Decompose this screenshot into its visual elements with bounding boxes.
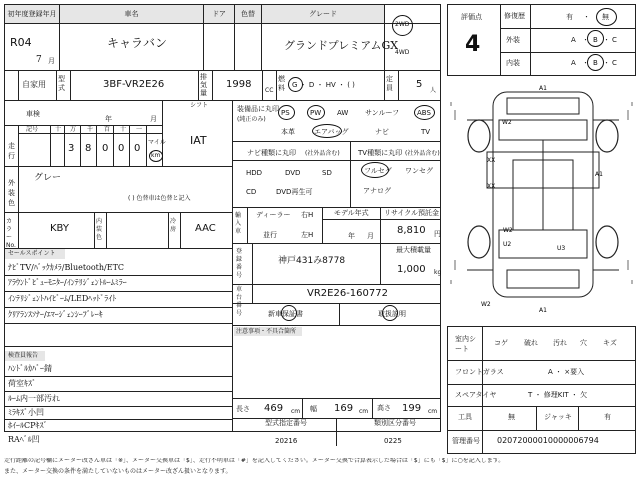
- drive-2wd: 2WD: [395, 21, 410, 28]
- displacement-label: 排気量: [200, 73, 207, 97]
- fuel-options: G ・ D ・ HV ・ ( ): [292, 81, 355, 89]
- mileage-digit-3: 8: [85, 143, 92, 154]
- first-reg-year: R04: [10, 36, 32, 49]
- ext-c: C: [612, 36, 617, 44]
- sales-point-4: ｸﾘｱﾗﾝｽｿﾅｰ/ｴﾏｰｼﾞｪﾝｼｰﾌﾞﾚｰｷ: [8, 310, 103, 319]
- mileage-digit-5: 0: [118, 143, 125, 154]
- tools-label: 工具: [458, 413, 472, 421]
- ext-b: B: [593, 36, 598, 44]
- score-label: 評価点: [461, 13, 482, 21]
- repair-yes: 有: [566, 13, 573, 21]
- class-label: 類別区分番号: [374, 419, 416, 427]
- tools-value: 無: [508, 413, 515, 421]
- jack-label: ジャッキ: [544, 413, 572, 421]
- report-4: ﾐﾗｷｽﾞ小凹: [8, 408, 44, 417]
- car-name: キャラバン: [107, 36, 168, 50]
- color-note: ( ) 色替車は色替と記入: [128, 195, 191, 202]
- ext-a: A: [571, 36, 576, 44]
- grade-value: グランドプレミアムGX: [284, 39, 399, 52]
- mark-a1-right: A1: [595, 171, 603, 178]
- height-value: 199: [402, 403, 422, 414]
- model-label: 型式: [58, 75, 65, 92]
- class-value: 0225: [384, 437, 402, 445]
- report-6: RAﾍﾞﾙ凹: [8, 435, 40, 444]
- windshield-label: フロントガラス: [455, 368, 504, 376]
- inspector-label: 検査員報告: [5, 351, 45, 361]
- sales-point-1: ﾅﾋﾞTV/ﾊﾞｯｸｶﾒﾗ/Bluetooth/ETC: [8, 263, 125, 272]
- exterior-grade-label: 外装: [506, 36, 520, 44]
- yen-unit: 円: [434, 230, 441, 238]
- recycle-label: リサイクル預託金: [384, 209, 440, 217]
- equip-tv: TV: [421, 128, 431, 136]
- ext-dot2: ・: [603, 36, 610, 44]
- int-c: C: [612, 59, 617, 67]
- sheet-tear: 破れ: [524, 339, 538, 347]
- report-1: ﾊﾝﾄﾞﾙｶﾊﾞｰ錆: [8, 364, 52, 373]
- mark-u3: U3: [557, 245, 566, 252]
- chassis-label: 車台番号: [236, 286, 243, 317]
- ac-label: 冷房: [170, 218, 177, 233]
- exterior-color: グレー: [34, 173, 62, 183]
- month-label: 月: [150, 115, 157, 123]
- footer-line-1: 走行距離の記号欄にメーター改ざん車は「※」、メーター交換車は「$」、走行不明車は「#」を記入してください。メーター交換で合算表示した場合は「$」にも「$」に○を記入します。: [4, 458, 505, 464]
- tv-title: TV種類に丸印: [358, 149, 403, 157]
- tv-oneseg: ワンセグ: [405, 167, 433, 175]
- mark-xx-2: XX: [487, 183, 496, 190]
- score-value: 4: [465, 32, 481, 57]
- import-left: 左H: [301, 231, 314, 239]
- int-b: B: [593, 59, 598, 67]
- height-unit: cm: [428, 408, 438, 415]
- management-number: 02072000010000006794: [497, 436, 599, 445]
- mileage-digit-6: 0: [134, 143, 141, 154]
- mark-w2-bottom: W2: [481, 301, 491, 308]
- spare-value: T ・ 修理KIT ・ 欠: [528, 391, 588, 399]
- capacity-value: 5: [416, 79, 423, 90]
- car-diagram: [447, 80, 636, 320]
- interior-grade-label: 内装: [506, 59, 520, 67]
- cc-unit: CC: [265, 87, 274, 94]
- color-change-label: 色替: [235, 5, 261, 23]
- length-value: 469: [264, 403, 284, 414]
- width-value: 169: [334, 403, 354, 414]
- digit-unit-1: 十: [55, 126, 62, 133]
- capacity-unit: 人: [430, 87, 437, 94]
- report-3: ﾙｰﾑ内一部汚れ: [8, 394, 60, 403]
- interior-sheet-label: 室内シート: [455, 335, 476, 353]
- digit-unit-3: 千: [87, 126, 94, 133]
- digit-unit-5: 十: [120, 126, 127, 133]
- first-reg-month: 7: [36, 55, 42, 65]
- sheet-scratch: キズ: [603, 339, 617, 347]
- windshield-value: A ・ ×要入: [548, 368, 585, 376]
- mileage-label: 走行: [8, 142, 15, 160]
- reg-type: 自家用: [22, 80, 46, 89]
- equip-aw: AW: [337, 109, 349, 117]
- equip-pw: PW: [310, 109, 322, 117]
- report-5: ﾎｲｰﾙCPｷｽﾞ: [8, 421, 48, 430]
- spare-label: スペアタイヤ: [455, 391, 497, 399]
- mark-u2: U2: [503, 241, 512, 248]
- ac-value: AAC: [195, 223, 216, 234]
- displacement-value: 1998: [226, 79, 252, 90]
- import-label: 輸入車: [235, 212, 242, 235]
- repair-label: 修復歴: [504, 12, 525, 20]
- mileage-digit-2: 3: [68, 143, 75, 154]
- mark-w2-front: W2: [502, 119, 512, 126]
- model-month-unit: 月: [367, 232, 374, 240]
- capacity-label: 定員: [386, 75, 393, 92]
- model-year-label: モデル年式: [334, 209, 369, 217]
- color-no-label: カラーNo.: [6, 218, 16, 249]
- tv-fullseg: フルセグ: [364, 167, 392, 175]
- model-des-label: 型式指定番号: [265, 419, 307, 427]
- left-form: [4, 4, 441, 432]
- sheet-dirt: 汚れ: [553, 339, 567, 347]
- shift-label: シフト: [190, 102, 209, 109]
- reg-number: 神戸431み8778: [278, 256, 346, 266]
- width-label: 幅: [310, 405, 317, 413]
- sales-point-3: ｲﾝﾃﾘｼﾞｪﾝﾄﾊｲﾋﾞｰﾑ/LEDﾍｯﾄﾞﾗｲﾄ: [8, 294, 117, 303]
- footer-line-2: また、メーター交換の条件を満たしていないものはメーター改ざん扱いとなります。: [4, 468, 232, 475]
- equip-abs: ABS: [417, 109, 431, 117]
- repair-no: 無: [602, 13, 609, 21]
- fuel-label: 燃料: [278, 75, 285, 92]
- report-2: 荷室ｷｽﾞ: [8, 379, 36, 388]
- mark-w2-rear: W2: [503, 227, 513, 234]
- inspection-label: 車検: [26, 110, 40, 118]
- new-warranty: 新車保証書: [268, 310, 303, 318]
- navi-title: ナビ種類に丸印: [247, 149, 296, 157]
- int-dot1: ・: [582, 59, 589, 67]
- equipment-subtitle: (純正のみ): [237, 116, 266, 123]
- first-reg-label: 初年度登録年月: [5, 5, 59, 23]
- year-label: 年: [105, 115, 112, 123]
- notes-label: 注意事項・不具合箇所: [234, 327, 302, 336]
- drive-4wd: 4WD: [395, 49, 410, 56]
- chassis-number: VR2E26-160772: [307, 288, 388, 299]
- equipment-title: 装備品に丸印: [237, 105, 279, 113]
- digit-unit-2: 万: [70, 126, 77, 133]
- import-right: 右H: [301, 211, 314, 219]
- door-label: ドア: [204, 5, 234, 23]
- import-parallel: 並行: [263, 231, 277, 239]
- mark-xx-1: XX: [487, 157, 496, 164]
- equip-ps: PS: [281, 109, 290, 117]
- management-label: 管理番号: [452, 437, 480, 445]
- manual: 取扱説明: [378, 310, 406, 318]
- mark-a1-bottom: A1: [539, 307, 547, 314]
- height-label: 高さ: [377, 404, 391, 412]
- navi-cd: CD: [246, 188, 257, 196]
- sales-point-2: ｱﾗｳﾝﾄﾞﾋﾞｭｰﾓﾆﾀｰ/ｲﾝﾃﾘｼﾞｪﾝﾄﾙｰﾑﾐﾗｰ: [8, 278, 127, 287]
- equip-navi: ナビ: [375, 128, 389, 136]
- import-dealer: ディーラー: [256, 211, 291, 219]
- shift-value: IAT: [190, 134, 207, 147]
- length-label: 長さ: [236, 405, 250, 413]
- navi-sd: SD: [322, 169, 332, 177]
- reg-number-label: 登録番号: [236, 248, 243, 279]
- repair-dot: ・: [583, 13, 590, 21]
- kg-unit: kg: [434, 269, 442, 276]
- max-load-label: 最大積載量: [396, 246, 431, 254]
- mark-a1-top: A1: [539, 85, 547, 92]
- width-unit: cm: [359, 408, 369, 415]
- int-dot2: ・: [603, 59, 610, 67]
- mileage-km: km: [151, 152, 161, 159]
- sales-points-label: セールスポイント: [5, 249, 65, 259]
- model-des: 20216: [275, 437, 298, 445]
- length-unit: cm: [291, 408, 301, 415]
- equip-sunroof: サンルーフ: [365, 109, 400, 117]
- digit-unit-4: 百: [104, 126, 111, 133]
- navi-dvd: DVD: [285, 169, 301, 177]
- exterior-color-label: 外装色: [8, 179, 15, 207]
- equip-leather: 本革: [281, 128, 295, 136]
- model-value: 3BF-VR2E26: [103, 79, 165, 90]
- tv-analog: アナログ: [363, 187, 391, 195]
- recycle-value: 8,810: [397, 225, 426, 236]
- mileage-digit-4: 0: [102, 143, 109, 154]
- navi-sub: (社外品含む): [305, 150, 340, 157]
- sheet-hole: 穴: [580, 339, 587, 347]
- ext-dot1: ・: [582, 36, 589, 44]
- navi-hdd: HDD: [246, 169, 263, 177]
- color-no: KBY: [50, 223, 69, 234]
- jack-value: 有: [604, 413, 611, 421]
- grade-label: グレード: [262, 5, 384, 23]
- mileage-mile: マイル: [148, 139, 166, 146]
- digits-label: 記号: [26, 126, 39, 133]
- navi-dvd-play: DVD再生可: [276, 188, 313, 196]
- digit-unit-6: 一: [136, 126, 143, 133]
- tv-sub: (社外品含む): [405, 150, 440, 157]
- month-unit: 月: [48, 57, 55, 65]
- equip-airbag: エアバッグ: [314, 128, 349, 136]
- sheet-burn: コゲ: [494, 339, 508, 347]
- name-label: 車名: [60, 5, 203, 23]
- interior-color-label: 内装色: [96, 218, 103, 241]
- max-load-value: 1,000: [397, 264, 426, 275]
- int-a: A: [571, 59, 576, 67]
- model-year-unit: 年: [348, 232, 355, 240]
